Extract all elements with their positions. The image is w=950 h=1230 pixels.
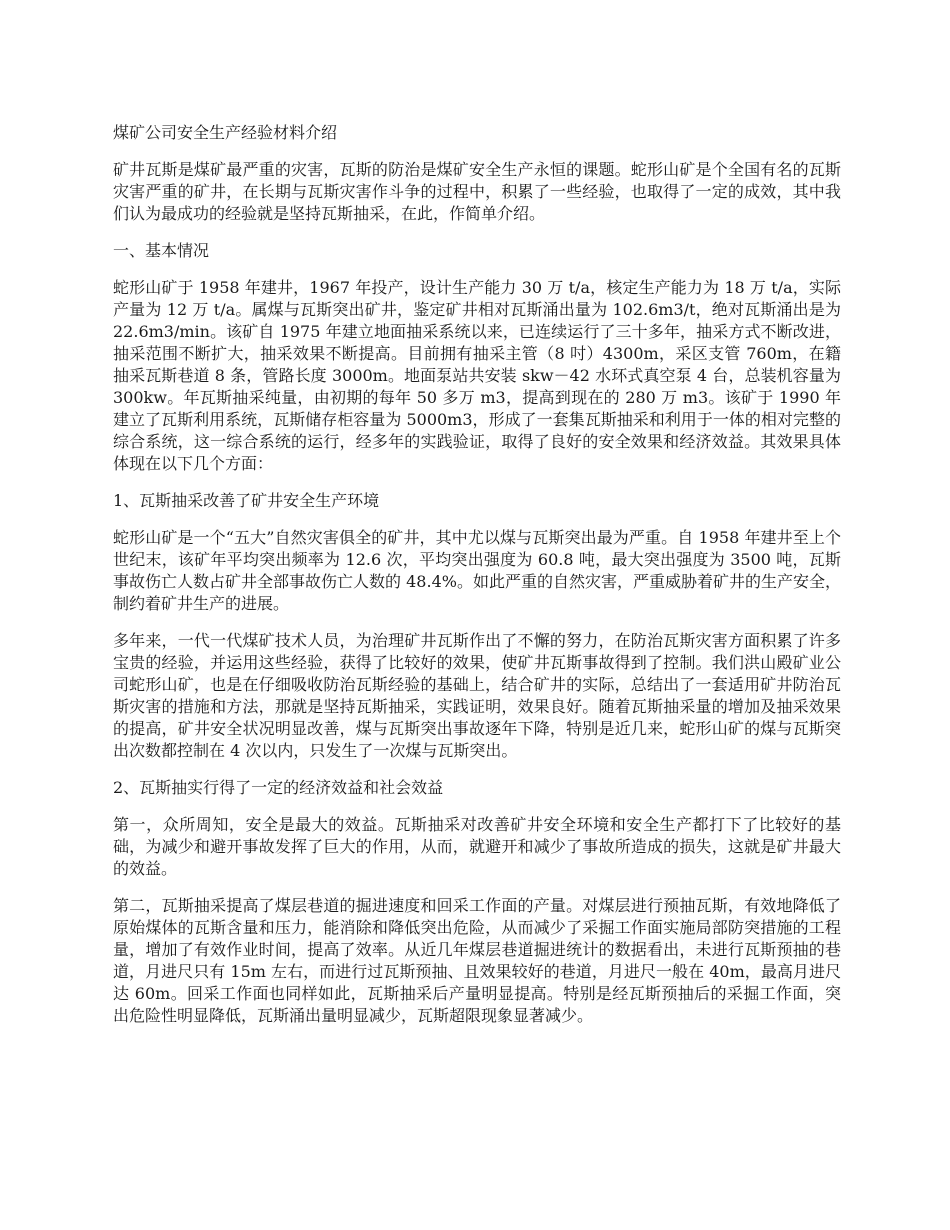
safety-environment-paragraph-1: 蛇形山矿是一个“五大”自然灾害俱全的矿井，其中尤以煤与瓦斯突出最为严重。自 1958 年建井至上个世纪末，该矿年平均突出频率为 12.6 次，平均突出强度为 60.8 吨，最大突出强度为 3500 吨，瓦斯事故伤亡人数占矿井全部事故伤亡人数的 48.4%。如此严重的自然灾害，严重威胁着矿井的生产安全，制约着矿井生产的进展。 <box>113 528 841 613</box>
economic-benefit-paragraph-2: 第二，瓦斯抽采提高了煤层巷道的掘进速度和回采工作面的产量。对煤层进行预抽瓦斯，有效地降低了原始煤体的瓦斯含量和压力，能消除和降低突出危险，从而减少了采掘工作面实施局部防突措施的工程量，增加了有效作业时间，提高了效率。从近几年煤层巷道掘进统计的数据看出，未进行瓦斯预抽的巷道，月进尺只有 15m 左右，而进行过瓦斯预抽、且效果较好的巷道，月进尺一般在 40m，最高月进尺达 60m。回采工作面也同样如此，瓦斯抽采后产量明显提高。特别是经瓦斯预抽后的采掘工作面，突出危险性明显降低，瓦斯涌出量明显减少，瓦斯超限现象显著减少。 <box>113 896 841 1025</box>
intro-paragraph: 矿井瓦斯是煤矿最严重的灾害，瓦斯的防治是煤矿安全生产永恒的课题。蛇形山矿是个全国有名的瓦斯灾害严重的矿井，在长期与瓦斯灾害作斗争的过程中，积累了一些经验，也取得了一定的成效，其中我们认为最成功的经验就是坚持瓦斯抽采，在此，作简单介绍。 <box>113 160 841 223</box>
economic-benefit-paragraph-1: 第一，众所周知，安全是最大的效益。瓦斯抽采对改善矿井安全环境和安全生产都打下了比较好的基础，为减少和避开事故发挥了巨大的作用，从而，就避开和减少了事故所造成的损失，这就是矿井最大的效益。 <box>113 815 841 878</box>
document-page <box>113 122 841 1042</box>
document-title: 煤矿公司安全生产经验材料介绍 <box>113 123 338 142</box>
safety-environment-paragraph-2: 多年来，一代一代煤矿技术人员，为治理矿井瓦斯作出了不懈的努力，在防治瓦斯灾害方面积累了许多宝贵的经验，并运用这些经验，获得了比较好的效果，使矿井瓦斯事故得到了控制。我们洪山殿矿业公司蛇形山矿，也是在仔细吸收防治瓦斯经验的基础上，结合矿井的实际，总结出了一套适用矿井防治瓦斯灾害的措施和方法，那就是坚持瓦斯抽采，实践证明，效果良好。随着瓦斯抽采量的增加及抽采效果的提高，矿井安全状况明显改善，煤与瓦斯突出事故逐年下降，特别是近几来，蛇形山矿的煤与瓦斯突出次数都控制在 4 次以内，只发生了一次煤与瓦斯突出。 <box>113 631 841 760</box>
section-heading-economic-benefit: 2、瓦斯抽实行得了一定的经济效益和社会效益 <box>113 778 444 797</box>
basic-info-paragraph: 蛇形山矿于 1958 年建井，1967 年投产，设计生产能力 30 万 t/a，核定生产能力为 18 万 t/a，实际产量为 12 万 t/a。属煤与瓦斯突出矿井，鉴定矿井相对瓦斯涌出量为 102.6m3/t，绝对瓦斯涌出是为 22.6m3/min。该矿自 1975 年建立地面抽采系统以来，已连续运行了三十多年，抽采方式不断改进，抽采范围不断扩大，抽采效果不断提高。目前拥有抽采主管（8 吋）4300m，采区支管 760m，在籍抽采瓦斯巷道 8 条，管路长度 3000m。地面泵站共安装 skw－42 水环式真空泵 4 台，总装机容量为 300kw。年瓦斯抽采纯量，由初期的每年 50 多万 m3，提高到现在的 280 万 m3。该矿于 1990 年建立了瓦斯利用系统，瓦斯储存柜容量为 5000m3，形成了一套集瓦斯抽采和利用于一体的相对完整的综合系统，这一综合系统的运行，经多年的实践验证，取得了良好的安全效果和经济效益。其效果具体体现在以下几个方面： <box>113 278 841 473</box>
section-heading-safety-environment: 1、瓦斯抽采改善了矿井安全生产环境 <box>113 491 380 510</box>
section-heading-basic-info: 一、基本情况 <box>113 241 210 260</box>
